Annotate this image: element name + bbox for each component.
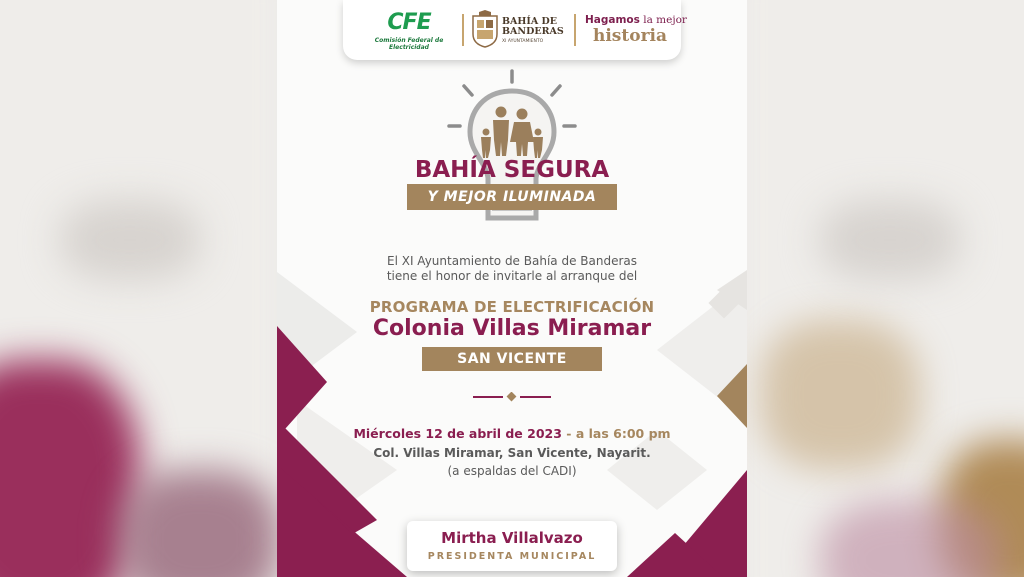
event-date: Miércoles 12 de abril de 2023 bbox=[353, 426, 562, 441]
signatory-name: Mirtha Villalvazo bbox=[441, 529, 583, 547]
event-datetime bbox=[277, 426, 747, 441]
event-address: Col. Villas Miramar, San Vicente, Nayarit. bbox=[373, 446, 651, 460]
event-time: - a las 6:00 pm bbox=[561, 426, 671, 441]
slogan: Hagamos la mejor historia bbox=[585, 14, 687, 46]
invitation-poster bbox=[277, 0, 747, 577]
municipality-shield-icon bbox=[471, 10, 499, 48]
header-logos bbox=[343, 0, 687, 60]
header-divider bbox=[574, 14, 576, 46]
invitation-line-1: El XI Ayuntamiento de Bahía de Banderas bbox=[387, 254, 637, 268]
signature-card bbox=[407, 521, 617, 571]
campaign-title: BAHÍA SEGURA bbox=[414, 157, 610, 183]
municipality-sub: XI AYUNTAMIENTO bbox=[502, 39, 544, 44]
locality-banner: SAN VICENTE bbox=[422, 347, 602, 371]
program-name: PROGRAMA DE ELECTRIFICACIÓN bbox=[369, 298, 655, 316]
municipality-name: BAHÍA DE BANDERAS bbox=[502, 16, 564, 37]
cfe-logo: CFE Comisión Federal de Electricidad bbox=[374, 10, 444, 51]
colonia-name: Colonia Villas Miramar bbox=[372, 316, 652, 341]
ornament-divider bbox=[473, 392, 551, 402]
signatory-role: PRESIDENTA MUNICIPAL bbox=[427, 551, 597, 562]
invitation-line-2: tiene el honor de invitarle al arranque del bbox=[386, 269, 638, 283]
header-divider bbox=[462, 14, 464, 46]
event-reference: (a espaldas del CADI) bbox=[447, 464, 577, 478]
campaign-subtitle-banner: Y MEJOR ILUMINADA bbox=[407, 184, 617, 210]
municipality-logo bbox=[471, 10, 564, 52]
